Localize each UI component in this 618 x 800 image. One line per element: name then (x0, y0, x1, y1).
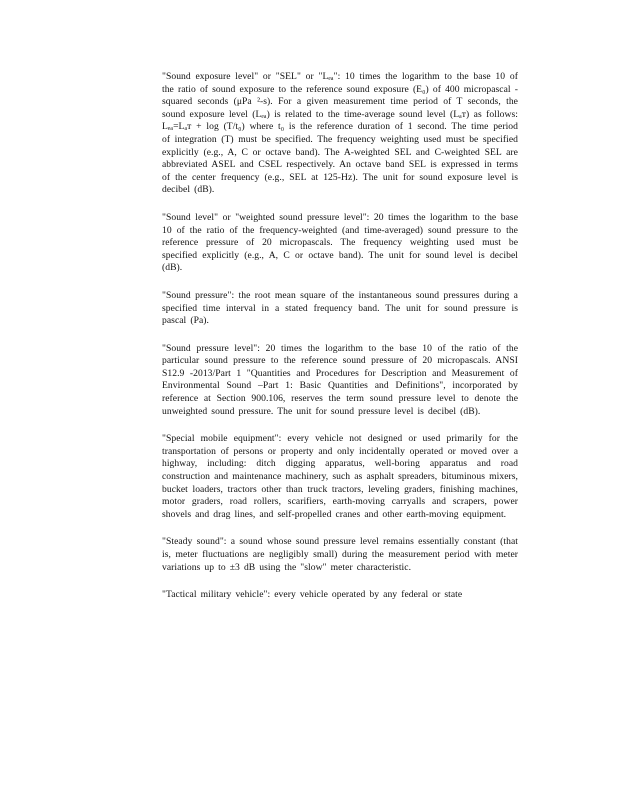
definition-sound-exposure-level: "Sound exposure level" or "SEL" or "Lₑₐ": 10 times the logarithm to the base 10 of the ratio of sound exposure to the reference sound exposure (E₀) of 400 micropascal -squared seconds (μPa ²-s). For a given measurement time period of T seconds, the sound exposure level (Lₑₐ) is related to the time-average sound level (Lₐᴛ) as follows: Lₑₐ=Lₐᴛ + log (T/t₀) where t₀ is the reference duration of 1 second. The time period of integration (T) must be specified. The frequency weighting used must be specified explicitly (e.g., A, C or octave band). The A-weighted SEL and C-weighted SEL are abbreviated ASEL and CSEL respectively. An octave band SEL is expressed in terms of the center frequency (e.g., SEL at 125-Hz). The unit for sound exposure level is decibel (dB). (162, 71, 518, 196)
definitions-text-block (162, 71, 518, 602)
definition-steady-sound: "Steady sound": a sound whose sound pressure level remains essentially constant (that is, meter fluctuations are negligibly small) during the measurement period with meter variations up to ±3 dB using the "slow" meter characteristic. (162, 536, 518, 573)
definition-sound-pressure-level: "Sound pressure level": 20 times the logarithm to the base 10 of the ratio of the particular sound pressure to the reference sound pressure of 20 micropascals. ANSI S12.9 -2013/Part 1 "Quantities and Procedures for Description and Measurement of Environmental Sound –Part 1: Basic Quantities and Definitions", incorporated by reference at Section 900.106, reserves the term sound pressure level to denote the unweighted sound pressure. The unit for sound pressure level is decibel (dB). (162, 342, 518, 417)
definition-sound-pressure: "Sound pressure": the root mean square of the instantaneous sound pressures during a specified time interval in a stated frequency band. The unit for sound pressure is pascal (Pa). (162, 289, 518, 327)
definition-tactical-military-vehicle: "Tactical military vehicle": every vehicle operated by any federal or state (162, 589, 463, 601)
definition-sound-level: "Sound level" or "weighted sound pressure level": 20 times the logarithm to the base 10 of the ratio of the frequency-weighted (and time-averaged) sound pressure to the reference pressure of 20 micropascals. The frequency weighting used must be specified explicitly (e.g., A, C or octave band). The unit for sound level is decibel (dB). (162, 211, 518, 274)
definition-special-mobile-equipment: "Special mobile equipment": every vehicle not designed or used primarily for the transportation of persons or property and only incidentally operated or moved over a highway, including: ditch digging apparatus, well-boring apparatus and road construction and maintenance machinery, such as asphalt spreaders, bituminous mixers, bucket loaders, tractors other than truck tractors, leveling graders, finishing machines, motor graders, road rollers, scarifiers, earth-moving carryalls and scrapers, power shovels and drag lines, and self-propelled cranes and other earth-moving equipment. (162, 433, 518, 520)
